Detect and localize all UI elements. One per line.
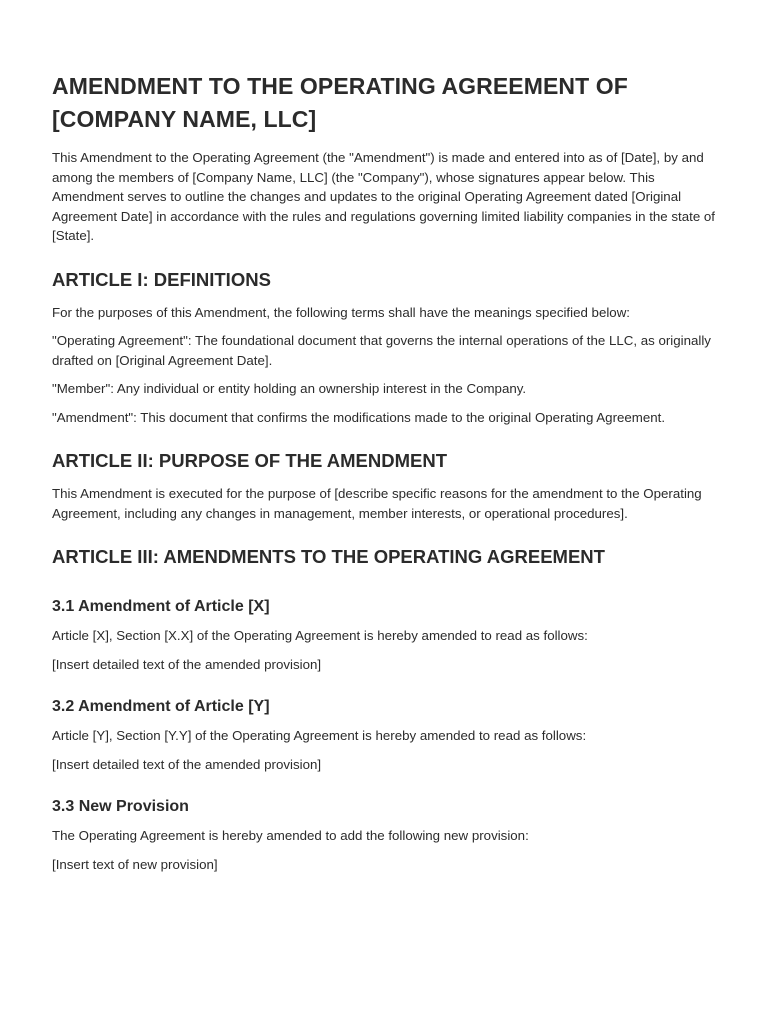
article-3 [52,545,718,874]
article-1-paragraph-1: For the purposes of this Amendment, the following terms shall have the meanings specified below: [52,304,630,320]
section-3-3-paragraph-2: [Insert text of new provision] [52,856,218,872]
section-3-2-heading: 3.2 Amendment of Article [Y] [52,698,270,715]
section-3-1 [52,596,718,674]
article-2-paragraph: This Amendment is executed for the purpose of [describe specific reasons for the amendment to the Operating Agreement, including any changes in management, member interests, or operational procedures]. [52,486,702,521]
section-3-3-paragraph-1: The Operating Agreement is hereby amended to add the following new provision: [52,828,529,843]
article-2 [52,449,718,523]
section-3-2-paragraph-2: [Insert detailed text of the amended provision] [52,756,322,772]
intro-paragraph: This Amendment to the Operating Agreement (the "Amendment") is made and entered into as of [Date], by and among the members of [Company Name, LLC] (the "Company"), whose signatures appear below. This Amendment serves to outline the changes and updates to the original Operating Agreement dated [Original Agreement Date] in accordance with the rules and regulations governing limited liability companies in the state of [State]. [52,150,715,243]
section-3-1-heading: 3.1 Amendment of Article [X] [52,598,270,615]
document-title: AMENDMENT TO THE OPERATING AGREEMENT OF [COMPANY NAME, LLC] [52,73,628,132]
section-3-1-paragraph-1: Article [X], Section [X.X] of the Operating Agreement is hereby amended to read as follows: [52,628,588,643]
article-1-heading: ARTICLE I: DEFINITIONS [52,268,271,290]
section-3-2 [52,696,718,774]
definition-member: "Member": Any individual or entity holding an ownership interest in the Company. [52,381,527,396]
section-3-1-paragraph-2: [Insert detailed text of the amended provision] [52,656,322,672]
definition-amendment: "Amendment": This document that confirms the modifications made to the original Operating Agreement. [52,409,666,425]
section-3-2-paragraph-1: Article [Y], Section [Y.Y] of the Operating Agreement is hereby amended to read as follows: [52,728,587,743]
definition-operating-agreement: "Operating Agreement": The foundational document that governs the internal operations of the LLC, as originally drafted on [Original Agreement Date]. [52,333,711,368]
article-1 [52,268,718,428]
section-3-3 [52,796,718,874]
article-3-heading: ARTICLE III: AMENDMENTS TO THE OPERATING AGREEMENT [52,546,605,567]
section-3-3-heading: 3.3 New Provision [52,798,189,815]
article-2-heading: ARTICLE II: PURPOSE OF THE AMENDMENT [52,450,448,471]
